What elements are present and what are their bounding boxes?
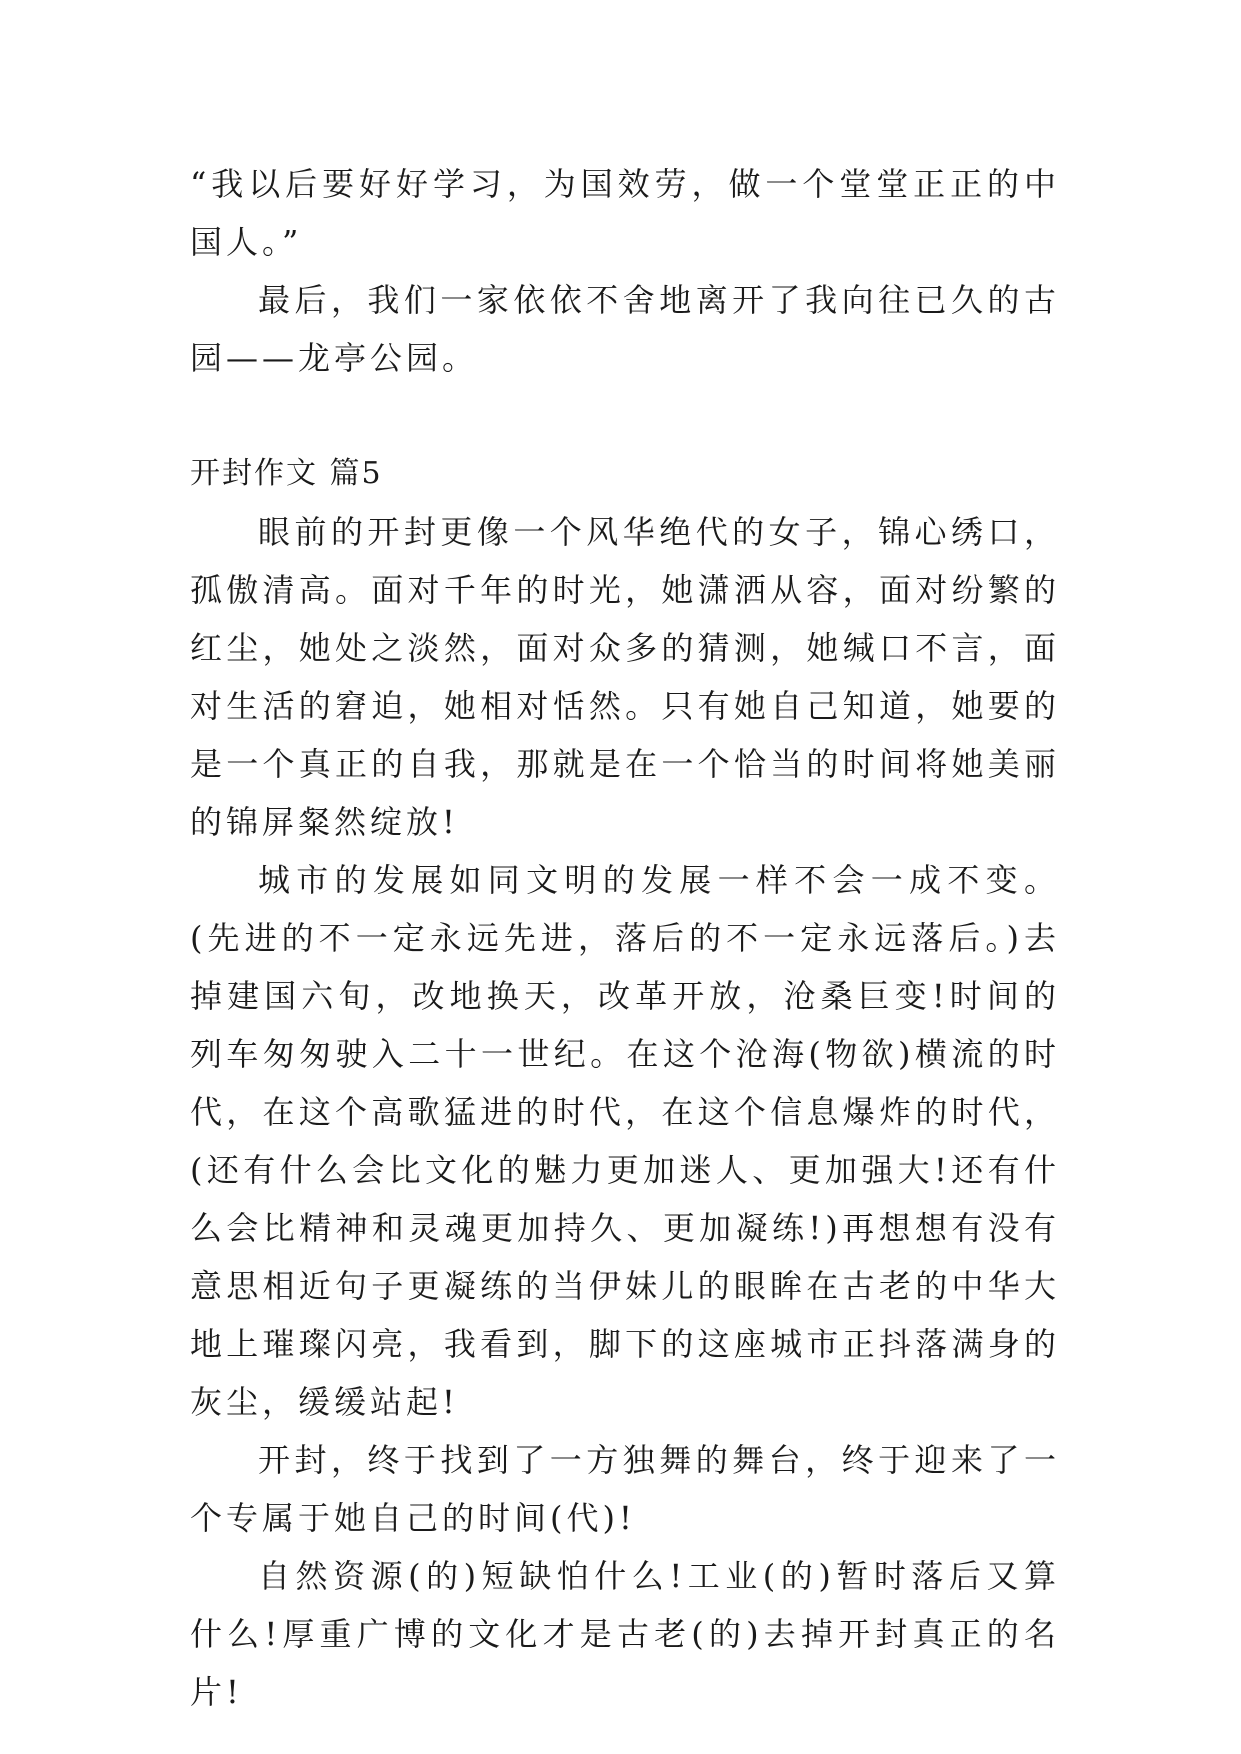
paragraph-stage: 开封，终于找到了一方独舞的舞台，终于迎来了一个专属于她自己的时间(代)! (190, 1441, 1060, 1537)
paragraph-kaifeng-woman: 眼前的开封更像一个风华绝代的女子，锦心绣口，孤傲清高。面对千年的时光，她潇洒从容，面对纷繁的红尘，她处之淡然，面对众多的猜测，她缄口不言，面对生活的窘迫，她相对恬然。只有她自己知道，她要的是一个真正的自我，那就是在一个恰当的时间将她美丽的锦屏粲然绽放! (190, 513, 1060, 841)
paragraph-city-development: 城市的发展如同文明的发展一样不会一成不变。(先进的不一定永远先进，落后的不一定永远落后。)去掉建国六旬，改地换天，改革开放，沧桑巨变!时间的列车匆匆驶入二十一世纪。在这个沧海(物欲)横流的时代，在这个高歌猛进的时代，在这个信息爆炸的时代，(还有什么会比文化的魅力更加迷人、更加强大!还有什么会比精神和灵魂更加持久、更加凝练!)再想想有没有意思相近句子更凝练的当伊妹儿的眼眸在古老的中华大地上璀璨闪亮，我看到，脚下的这座城市正抖落满身的灰尘，缓缓站起! (190, 861, 1060, 1421)
paragraph-culture: 自然资源(的)短缺怕什么!工业(的)暂时落后又算什么!厚重广博的文化才是古老(的)去掉开封真正的名片! (190, 1557, 1060, 1711)
paragraph-farewell: 最后，我们一家依依不舍地离开了我向往已久的古园——龙亭公园。 (190, 281, 1060, 377)
section-heading: 开封作文 篇5 (190, 456, 383, 491)
paragraph-quote: “我以后要好好学习，为国效劳，做一个堂堂正正的中国人。” (190, 165, 1060, 261)
document-body (190, 155, 1060, 1721)
